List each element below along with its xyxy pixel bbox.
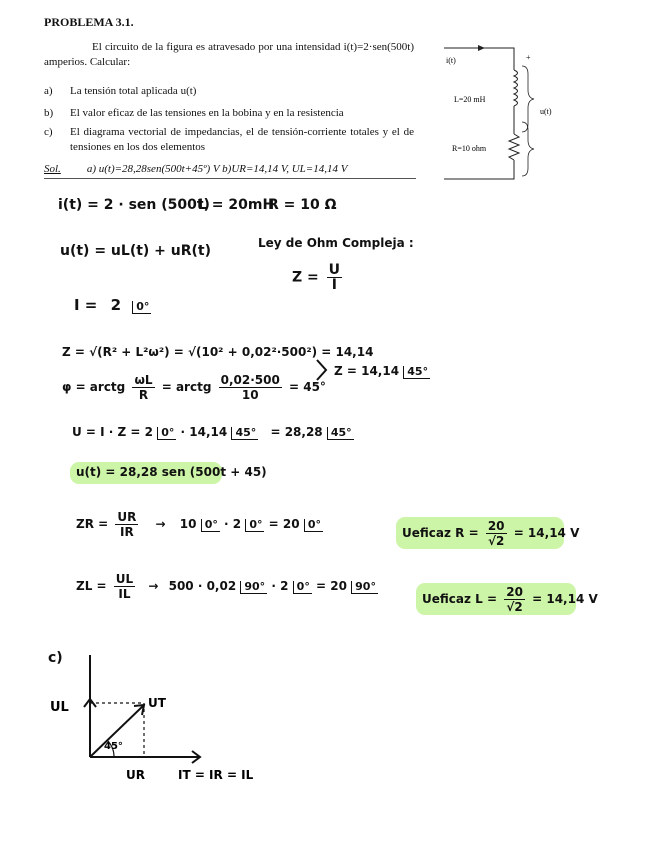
- note-zl: [76, 572, 378, 601]
- solution-text: a) u(t)=28,28sen(500t+45º) V b)UR=14,14 V, UL=14,14 V: [86, 163, 348, 175]
- current-arrow-icon: [478, 45, 485, 51]
- note-phi: [62, 373, 326, 402]
- current-phasor-mag: 2: [110, 296, 122, 314]
- zl-fraction: [114, 572, 135, 601]
- ueff-l-den: √2: [506, 600, 523, 614]
- item-label: c): [44, 126, 53, 138]
- problem-item-b: [44, 106, 416, 121]
- zl-r-ang: 90°: [351, 581, 378, 594]
- note-resistance: R = 10 Ω: [268, 197, 337, 213]
- voltage-label: u(t): [540, 107, 552, 116]
- problem-item-c: [44, 125, 416, 155]
- phi-f2-den: 10: [241, 388, 259, 402]
- u-phasor-dot: ·: [180, 425, 186, 439]
- u-phasor-u-ang: 45°: [327, 427, 354, 440]
- brace-right-icon: [315, 358, 329, 382]
- note-current-phasor: [74, 296, 151, 314]
- ohm-num: U: [328, 262, 341, 278]
- ueff-r-num: 20: [487, 519, 505, 533]
- problem-intro: El circuito de la figura es atravesado por una intensidad i(t)=2·sen(500t) amperios. Calcular:: [44, 41, 414, 68]
- phi-f1-num: ωL: [134, 373, 153, 387]
- item-label: b): [44, 107, 54, 119]
- zr-r-mag: 20: [282, 517, 300, 531]
- ohm-den: I: [331, 277, 337, 293]
- phi-mid: = arctg: [161, 380, 212, 394]
- item-text: La tensión total aplicada u(t): [70, 85, 197, 97]
- angle-label: 45°: [104, 741, 123, 752]
- note-current: i(t) = 2 · sen (500t): [58, 197, 210, 213]
- zl-a: 500 · 0,02: [168, 579, 237, 593]
- zr-num: UR: [117, 510, 137, 524]
- zl-dot: ·: [271, 579, 276, 593]
- resistor-label: R=10 ohm: [452, 144, 487, 153]
- ueff-r-den: √2: [487, 534, 505, 548]
- ohm-fraction: [327, 263, 342, 292]
- u-phasor-i-ang: 0°: [157, 427, 176, 440]
- plus-sign: +: [526, 53, 531, 62]
- z-result-angle: 45°: [403, 366, 430, 379]
- inductor-label: L=20 mH: [454, 95, 486, 104]
- ut-label: UT: [148, 696, 166, 710]
- u-phasor-i-mag: 2: [144, 425, 154, 439]
- note-inductance: L = 20mH: [198, 197, 275, 213]
- ueff-r-rhs: = 14,14 V: [513, 526, 580, 540]
- u-phasor-z-mag: 14,14: [189, 425, 228, 439]
- zl-den: IL: [118, 587, 131, 601]
- circuit-diagram: [436, 36, 576, 186]
- part-c-label: c): [48, 650, 63, 666]
- note-zr: [76, 510, 323, 539]
- currents-label: IT = IR = IL: [178, 768, 254, 782]
- problem-title: PROBLEMA 3.1.: [44, 15, 134, 29]
- ul-label: UL: [50, 700, 69, 715]
- ohm-lhs: Z =: [292, 269, 319, 286]
- zl-b-mag: 2: [280, 579, 289, 593]
- phi-rhs: = 45°: [289, 380, 326, 394]
- ueff-l-fraction: [504, 585, 525, 614]
- note-ueff-r: [402, 519, 579, 548]
- note-ohm-formula: [292, 263, 345, 292]
- zr-den: IR: [120, 525, 134, 539]
- solution-label: Sol.: [44, 163, 61, 175]
- note-ueff-l: [422, 585, 598, 614]
- zr-fraction: [115, 510, 138, 539]
- zr-arrow: →: [155, 517, 166, 531]
- phi-f2-num: 0,02·500: [220, 373, 280, 387]
- zl-b-ang: 0°: [293, 581, 312, 594]
- note-voltage-sum: u(t) = uL(t) + uR(t): [60, 243, 212, 259]
- zr-a-mag: 10: [179, 517, 197, 531]
- zl-num: UL: [115, 572, 134, 586]
- zr-dot: ·: [224, 517, 229, 531]
- problem-item-a: [44, 84, 416, 99]
- ur-label: UR: [126, 768, 145, 782]
- zl-eq: =: [316, 579, 327, 593]
- zr-eq: =: [268, 517, 279, 531]
- zr-a-ang: 0°: [201, 519, 220, 532]
- zl-arrow: →: [148, 579, 159, 593]
- item-text: El valor eficaz de las tensiones en la bobina y en la resistencia: [70, 107, 344, 119]
- item-text: El diagrama vectorial de impedancias, el de tensión-corriente totales y el de tensiones en los dos elementos: [70, 126, 414, 153]
- u-phasor-u-mag: 28,28: [284, 425, 323, 439]
- zl-r-mag: 20: [330, 579, 347, 593]
- item-label: a): [44, 85, 53, 97]
- zr-r-ang: 0°: [304, 519, 323, 532]
- phi-fraction-2: [219, 373, 282, 402]
- solution-line: [44, 163, 347, 175]
- note-ohm-title: Ley de Ohm Compleja :: [258, 236, 414, 250]
- ueff-l-rhs: = 14,14 V: [532, 592, 598, 606]
- u-phasor-eq: =: [270, 425, 281, 439]
- current-phasor-lhs: I =: [74, 296, 98, 314]
- zl-a-ang: 90°: [240, 581, 267, 594]
- note-z-result: [334, 364, 430, 379]
- zr-b-ang: 0°: [245, 519, 264, 532]
- resistor-icon: [509, 134, 519, 160]
- ueff-r-lhs: Ueficaz R =: [402, 526, 479, 540]
- u-phasor-z-ang: 45°: [231, 427, 258, 440]
- phasor-diagram: [40, 645, 300, 790]
- zr-lhs: ZR =: [76, 517, 109, 531]
- inductor-icon: [514, 70, 518, 106]
- z-result-prefix: Z = 14,14: [334, 364, 400, 378]
- current-label: i(t): [446, 56, 456, 65]
- lower-brace-icon: [522, 122, 534, 176]
- u-phasor-lhs: U = I · Z =: [72, 425, 141, 439]
- phi-lhs: φ = arctg: [62, 380, 126, 394]
- ueff-r-fraction: [486, 519, 507, 548]
- note-z-magnitude: Z = √(R² + L²ω²) = √(10² + 0,02²·500²) = 14,14: [62, 345, 374, 359]
- current-phasor-angle: 0°: [132, 301, 151, 314]
- phi-fraction-1: [132, 373, 154, 402]
- zr-b-mag: 2: [232, 517, 242, 531]
- divider: [44, 178, 416, 179]
- ueff-l-num: 20: [506, 585, 523, 599]
- phi-f1-den: R: [138, 388, 149, 402]
- zl-lhs: ZL =: [76, 579, 107, 593]
- note-u-phasor: [72, 425, 354, 440]
- note-u-time: u(t) = 28,28 sen (500t + 45): [76, 465, 267, 479]
- ueff-l-lhs: Ueficaz L =: [422, 592, 498, 606]
